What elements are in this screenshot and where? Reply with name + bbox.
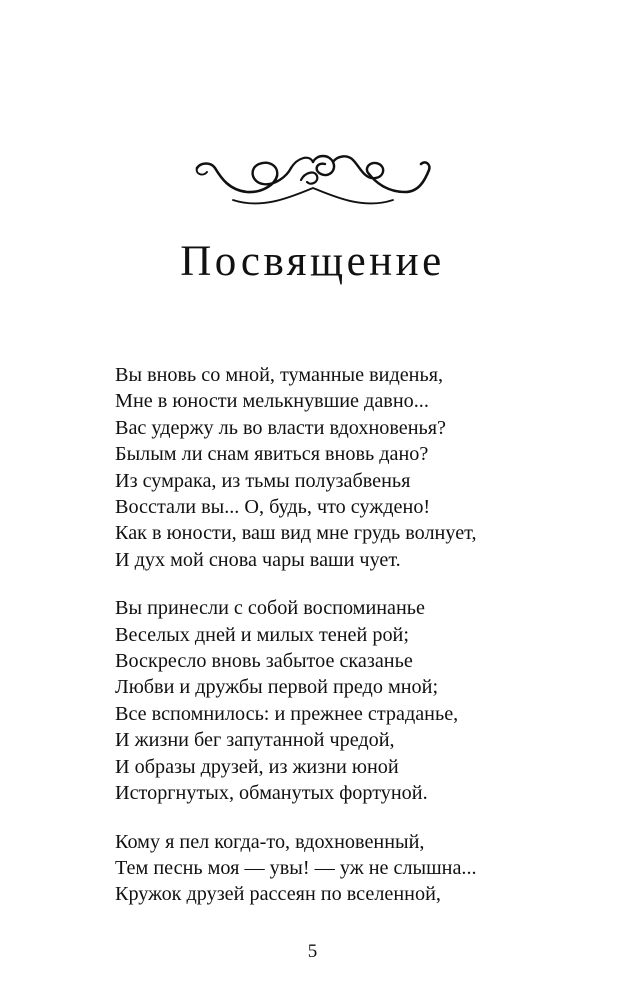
poem-line: Все вспомнилось: и прежнее страданье,: [115, 702, 459, 725]
poem-line: Вас удержу ль во власти вдохновенья?: [115, 416, 446, 439]
poem-line: Как в юности, ваш вид мне грудь волнует,: [115, 522, 477, 545]
poem-line: Исторгнутых, обманутых фортуной.: [115, 782, 428, 805]
stanza-2: [115, 595, 595, 806]
poem-line: Из сумрака, из тьмы полузабвенья: [115, 469, 411, 492]
poem-line: Веселых дней и милых теней рой;: [115, 623, 409, 646]
ornamental-flourish-icon: [193, 150, 433, 212]
poem-line: Вы вновь со мной, туманные виденья,: [115, 364, 444, 386]
poem-line: И дух мой снова чары ваши чует.: [115, 548, 401, 571]
poem-line: И образы друзей, из жизни юной: [115, 755, 399, 778]
poem-line: Кружок друзей рассеян по вселенной,: [115, 883, 441, 906]
poem-line: Вы принесли с собой воспоминанье: [115, 597, 425, 620]
poem-line: Былым ли снам явиться вновь дано?: [115, 443, 429, 466]
page-title: Посвящение: [180, 238, 445, 285]
poem-line: Воскресло вновь забытое сказанье: [115, 650, 413, 673]
poem-line: Восстали вы... О, будь, что суждено!: [115, 496, 431, 519]
stanza-1: [115, 362, 595, 573]
poem-line: И жизни бег запутанной чредой,: [115, 729, 395, 752]
poem-line: Кому я пел когда-то, вдохновенный,: [115, 830, 425, 853]
poem-text: [115, 362, 595, 930]
poem-line: Тем песнь моя — увы! — уж не слышна...: [115, 856, 477, 879]
stanza-3: [115, 829, 595, 908]
page-number: 5: [307, 941, 318, 962]
poem-line: Любви и дружбы первой предо мной;: [115, 676, 439, 699]
poem-line: Мне в юности мелькнувшие давно...: [115, 390, 429, 413]
